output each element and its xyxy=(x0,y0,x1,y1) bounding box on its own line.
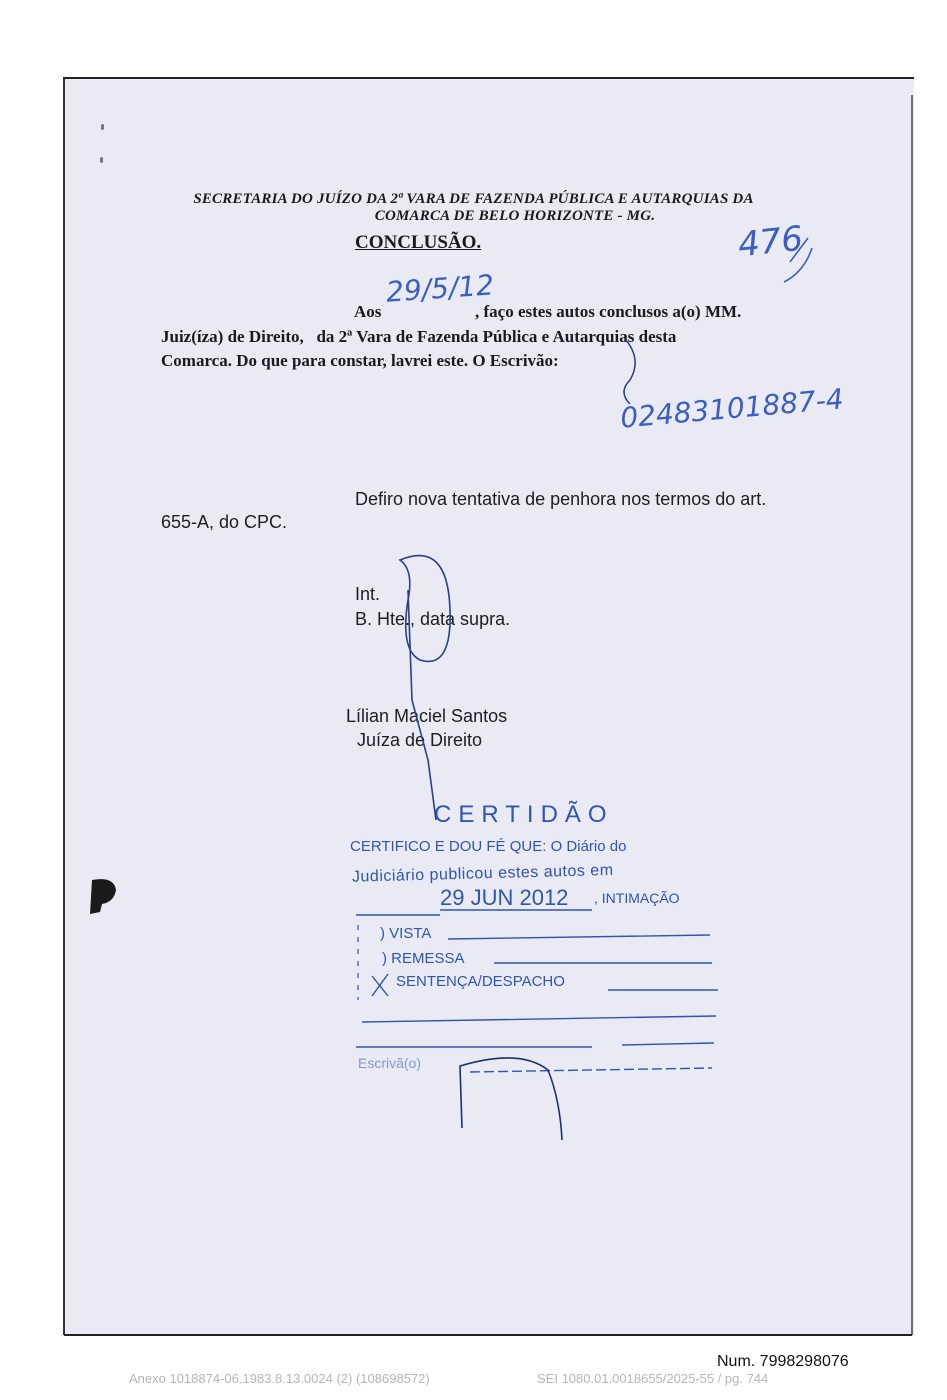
decision-line2: 655-A, do CPC. xyxy=(161,512,288,532)
conclusion-line1: , faço estes autos conclusos a(o) MM. xyxy=(475,302,742,321)
stamp-intimacao: , INTIMAÇÃO xyxy=(594,890,680,906)
aos-label: Aos xyxy=(354,302,382,321)
handwritten-page-number: 476 xyxy=(736,218,805,266)
judge-title: Juíza de Direito xyxy=(357,730,483,750)
stamp-rule xyxy=(362,1016,716,1022)
intimation-label: Int. xyxy=(355,584,381,604)
stamp-rule xyxy=(622,1043,714,1045)
conclusion-line2: Juiz(íza) de Direito, da 2ª Vara de Fazenda Pública e Autarquias desta xyxy=(161,327,677,346)
clerk-signature xyxy=(624,340,635,404)
stamp-rule xyxy=(448,935,710,939)
judge-name: Lílian Maciel Santos xyxy=(346,706,508,726)
stamp-remessa: ) REMESSA xyxy=(382,950,465,967)
check-mark xyxy=(372,974,388,996)
page-number-stroke xyxy=(790,238,808,262)
document-number: Num. 7998298076 xyxy=(717,1353,849,1370)
judge-signature-stroke xyxy=(408,590,436,820)
stamp-published-line: Judiciário publicou estes autos em xyxy=(351,861,614,886)
judge-signature xyxy=(400,556,450,662)
stamp-date: 29 JUN 2012 xyxy=(440,885,569,910)
stamp-escrivao: Escrivã(o) xyxy=(358,1055,422,1071)
stamp-title: CERTIDÃO xyxy=(434,801,614,828)
annex-reference: Anexo 1018874-06.1983.8.13.0024 (2) (108698572) xyxy=(129,1371,430,1386)
sei-reference: SEI 1080.01.0018655/2025-55 / pg. 744 xyxy=(537,1371,769,1386)
stamp-vista: ) VISTA xyxy=(380,925,432,942)
stamp-sentenca-despacho: SENTENÇA/DESPACHO xyxy=(396,973,565,990)
page-number-stroke xyxy=(784,248,812,282)
court-header-line2: COMARCA DE BELO HORIZONTE - MG. xyxy=(374,208,656,224)
place-date: B. Hte., data supra. xyxy=(355,609,511,629)
conclusion-line3: Comarca. Do que para constar, lavrei este. O Escrivão: xyxy=(161,351,559,370)
handwritten-process-number: 02483101887-4 xyxy=(618,382,845,435)
punch-mark xyxy=(90,879,116,914)
stamp-certify-line: CERTIFICO E DOU FÉ QUE: O Diário do xyxy=(350,838,627,855)
stamp-rule xyxy=(470,1068,712,1072)
handwritten-date: 29/5/12 xyxy=(384,268,495,309)
conclusion-heading: CONCLUSÃO. xyxy=(355,232,482,253)
court-header-line1: SECRETARIA DO JUÍZO DA 2ª VARA DE FAZENDA PÚBLICA E AUTARQUIAS DA xyxy=(193,191,754,207)
decision-line1: Defiro nova tentativa de penhora nos termos do art. xyxy=(355,489,767,509)
